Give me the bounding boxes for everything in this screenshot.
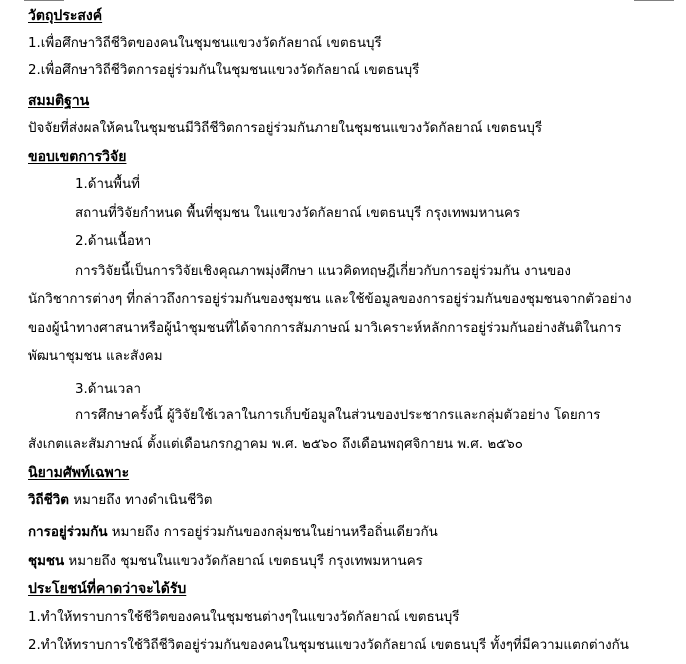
scope-content-line-4: พัฒนาชุมชน และสังคม xyxy=(28,349,163,364)
benefit-item-1: 1.ทำให้ทราบการใช้ชีวิตของคนในชุมชนต่างๆในแขวงวัดกัลยาณ์ เขตธนบุรี xyxy=(28,610,460,625)
scope-time-line-1: การศึกษาครั้งนี้ ผู้วิจัยใช้เวลาในการเก็บข้อมูลในส่วนของประชากรและกลุ่มตัวอย่าง โดยการ xyxy=(75,408,601,423)
definition-item xyxy=(28,524,438,542)
scope-content-line-2: นักวิชาการต่างๆ ที่กล่าวถึงการอยู่ร่วมกันของชุมชน และใช้ข้อมูลของการอยู่ร่วมกันของชุมชนจากตัวอย่าง xyxy=(28,292,632,307)
scope-content-line-1: การวิจัยนี้เป็นการวิจัยเชิงคุณภาพมุ่งศึกษา แนวคิดทฤษฎีเกี่ยวกับการอยู่ร่วมกัน งานของ xyxy=(75,264,571,279)
definition-meaning: หมายถึง ทางดำเนินชีวิต xyxy=(68,493,213,508)
definitions-heading: นิยามศัพท์เฉพาะ xyxy=(28,465,130,481)
scope-time-line-2: สังเกตและสัมภาษณ์ ตั้งแต่เดือนกรกฎาคม พ.ศ. ๒๕๖๐ ถึงเดือนพฤศจิกายน พ.ศ. ๒๕๖๐ xyxy=(28,437,523,452)
definition-item xyxy=(28,492,212,510)
scope-area-text: สถานที่วิจัยกำหนด พื้นที่ชุมชน ในแขวงวัดกัลยาณ์ เขตธนบุรี กรุงเทพมหานคร xyxy=(75,206,521,221)
definition-meaning: หมายถึง การอยู่ร่วมกันของกลุ่มชนในย่านหรือถิ่นเดียวกัน xyxy=(107,525,438,540)
scope-area-title: 1.ด้านพื้นที่ xyxy=(75,177,140,192)
objective-item-2: 2.เพื่อศึกษาวิถีชีวิตการอยู่ร่วมกันในชุมชนแขวงวัดกัลยาณ์ เขตธนบุรี xyxy=(28,63,420,78)
definition-item xyxy=(28,553,423,571)
scope-heading: ขอบเขตการวิจัย xyxy=(28,149,127,165)
hypothesis-text: ปัจจัยที่ส่งผลให้คนในชุมชนมีวิถีชีวิตการอยู่ร่วมกันภายในชุมชนแขวงวัดกัลยาณ์ เขตธนบุรี xyxy=(28,121,543,136)
scope-time-title: 3.ด้านเวลา xyxy=(75,382,141,397)
definition-meaning: หมายถึง ชุมชนในแขวงวัดกัลยาณ์ เขตธนบุรี กรุงเทพมหานคร xyxy=(64,554,423,569)
benefits-heading: ประโยชน์ที่คาดว่าจะได้รับ xyxy=(28,581,187,597)
benefit-item-2: 2.ทำให้ทราบการใช้วิถีชีวิตอยู่ร่วมกันของคนในชุมชนแขวงวัดกัลยาณ์ เขตธนบุรี ทั้งๆที่มีความแตกต่างกัน xyxy=(28,638,629,653)
scope-content-title: 2.ด้านเนื้อหา xyxy=(75,234,152,249)
objective-item-1: 1.เพื่อศึกษาวิถีชีวิตของคนในชุมชนแขวงวัดกัลยาณ์ เขตธนบุรี xyxy=(28,36,382,51)
scope-content-line-3: ของผู้นำทางศาสนาหรือผู้นำชุมชนที่ได้จากการสัมภาษณ์ มาวิเคราะห์หลักการอยู่ร่วมกันอย่างสันติในการ xyxy=(28,321,622,336)
objectives-heading: วัตถุประสงค์ xyxy=(28,8,103,24)
definition-term: วิถีชีวิต xyxy=(28,493,69,508)
definition-term: การอยู่ร่วมกัน xyxy=(28,525,108,540)
hypothesis-heading: สมมติฐาน xyxy=(28,93,90,109)
definition-term: ชุมชน xyxy=(28,554,65,569)
